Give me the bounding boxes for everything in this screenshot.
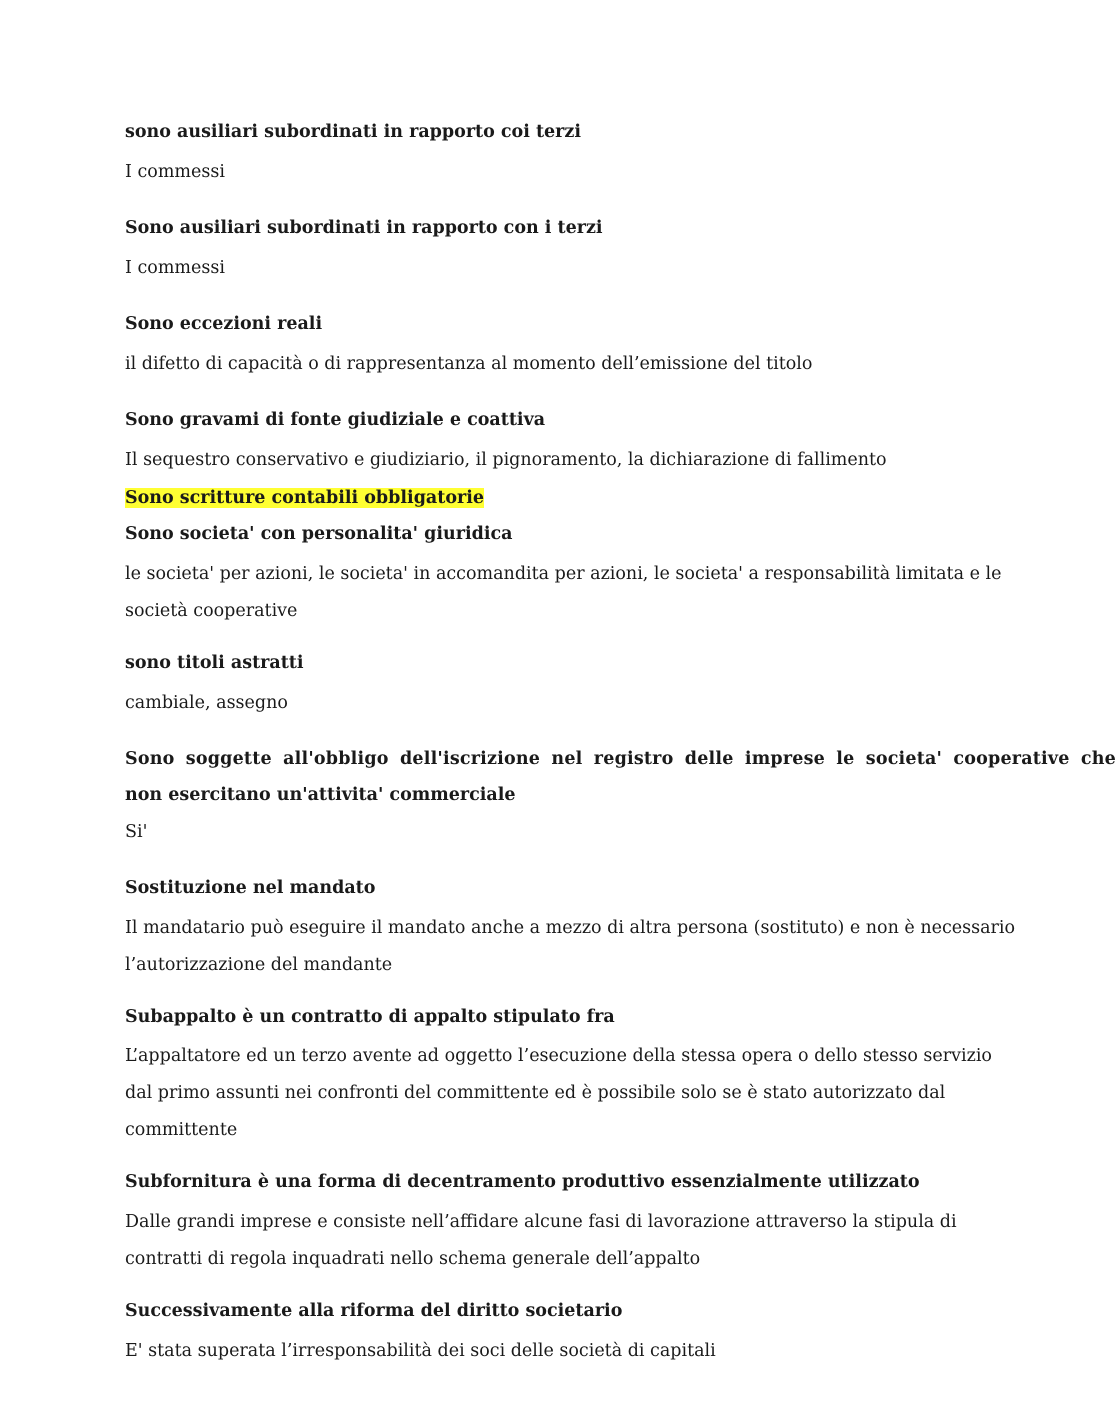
question-text: Sono societa' con personalita' giuridica — [125, 524, 513, 544]
answer-text: le societa' per azioni, le societa' in accomandita per azioni, le societa' a responsabilità limitata e le — [125, 564, 1002, 584]
highlighted-question-text: Sono scritture contabili obbligatorie — [125, 488, 485, 508]
question-text: Sono soggette all'obbligo dell'iscrizione nel registro delle imprese le societa' cooperative che — [125, 749, 1116, 769]
question-text: Subfornitura è una forma di decentramento produttivo essenzialmente utilizzato — [125, 1172, 920, 1192]
question-text: Sono ausiliari subordinati in rapporto con i terzi — [125, 218, 603, 238]
answer-text: committente — [125, 1120, 238, 1140]
answer-text: cambiale, assegno — [125, 693, 288, 713]
answer-text: E' stata superata l’irresponsabilità dei soci delle società di capitali — [125, 1341, 716, 1361]
answer-text: Il sequestro conservativo e giudiziario, il pignoramento, la dichiarazione di fallimento — [125, 450, 887, 470]
question-text: Sono eccezioni reali — [125, 314, 323, 334]
answer-text: I commessi — [125, 162, 225, 182]
question-text: sono ausiliari subordinati in rapporto coi terzi — [125, 122, 581, 142]
answer-text: Si' — [125, 822, 148, 842]
question-text: non esercitano un'attivita' commerciale — [125, 785, 516, 805]
answer-text: il difetto di capacità o di rappresentanza al momento dell’emissione del titolo — [125, 354, 813, 374]
answer-text: dal primo assunti nei confronti del committente ed è possibile solo se è stato autorizzato dal — [125, 1083, 946, 1103]
answer-text: Il mandatario può eseguire il mandato anche a mezzo di altra persona (sostituto) e non è necessario — [125, 918, 1016, 938]
question-text: Subappalto è un contratto di appalto stipulato fra — [125, 1007, 615, 1027]
answer-text: contratti di regola inquadrati nello schema generale dell’appalto — [125, 1249, 701, 1269]
answer-text: L’appaltatore ed un terzo avente ad oggetto l’esecuzione della stessa opera o dello stesso servizio — [125, 1046, 992, 1066]
answer-text: Dalle grandi imprese e consiste nell’affidare alcune fasi di lavorazione attraverso la stipula di — [125, 1212, 957, 1232]
answer-text: I commessi — [125, 258, 225, 278]
question-text: Successivamente alla riforma del diritto societario — [125, 1301, 623, 1321]
answer-text: l’autorizzazione del mandante — [125, 955, 393, 975]
question-text: sono titoli astratti — [125, 653, 304, 673]
highlighted-question — [125, 487, 915, 509]
answer-text: società cooperative — [125, 601, 298, 621]
question-text: Sostituzione nel mandato — [125, 878, 376, 898]
question-text: Sono gravami di fonte giudiziale e coattiva — [125, 410, 546, 430]
